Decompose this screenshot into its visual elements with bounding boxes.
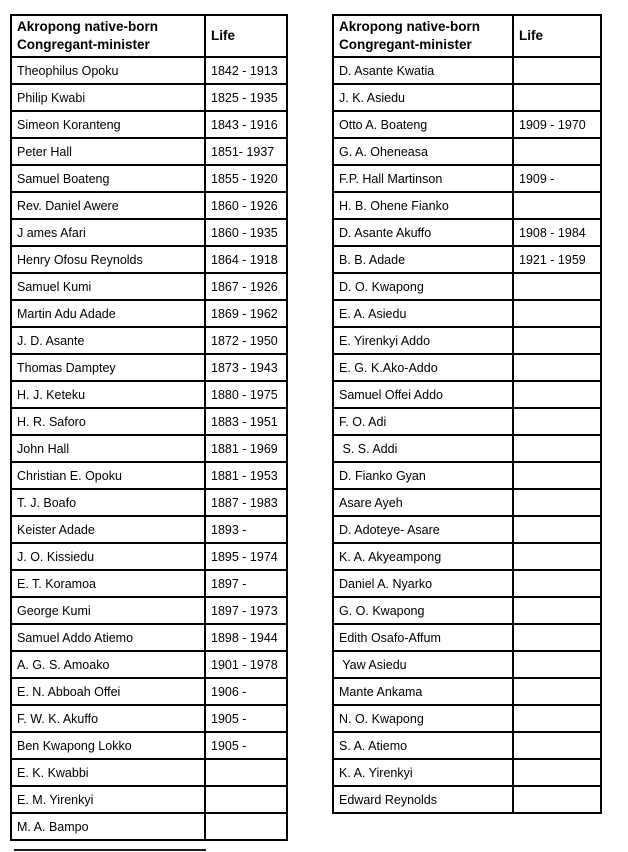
minister-name-cell: B. B. Adade <box>333 246 513 273</box>
life-dates-cell <box>513 786 601 813</box>
life-dates-cell <box>513 597 601 624</box>
table-row <box>11 570 287 597</box>
life-dates-cell <box>513 435 601 462</box>
minister-name-cell: H. B. Ohene Fianko <box>333 192 513 219</box>
life-dates-cell <box>513 381 601 408</box>
table-row <box>333 165 601 192</box>
minister-name-cell: Theophilus Opoku <box>11 57 205 84</box>
minister-name-cell: Martin Adu Adade <box>11 300 205 327</box>
minister-name-cell: Keister Adade <box>11 516 205 543</box>
table-row <box>11 813 287 840</box>
life-dates-cell: 1905 - <box>205 732 287 759</box>
table-row <box>333 408 601 435</box>
life-dates-cell: 1909 - 1970 <box>513 111 601 138</box>
life-dates-cell: 1864 - 1918 <box>205 246 287 273</box>
table-row <box>11 489 287 516</box>
header-row <box>11 15 287 57</box>
table-row <box>11 84 287 111</box>
table-row <box>333 219 601 246</box>
minister-name-cell: D. Adoteye- Asare <box>333 516 513 543</box>
minister-name-cell: N. O. Kwapong <box>333 705 513 732</box>
table-row <box>333 570 601 597</box>
table-row <box>333 354 601 381</box>
minister-name-cell: Edith Osafo-Affum <box>333 624 513 651</box>
table-row <box>11 543 287 570</box>
life-dates-cell: 1921 - 1959 <box>513 246 601 273</box>
life-dates-cell <box>513 624 601 651</box>
cutoff-row-border-artifact <box>14 849 206 851</box>
life-dates-cell <box>513 300 601 327</box>
table-row <box>333 651 601 678</box>
minister-name-cell: Christian E. Opoku <box>11 462 205 489</box>
life-dates-cell <box>513 705 601 732</box>
minister-name-cell: D. Asante Akuffo <box>333 219 513 246</box>
minister-name-cell: E. Yirenkyi Addo <box>333 327 513 354</box>
ministers-table-left <box>10 14 288 841</box>
life-dates-cell <box>513 759 601 786</box>
minister-name-cell: Edward Reynolds <box>333 786 513 813</box>
table-row <box>11 732 287 759</box>
life-dates-cell: 1883 - 1951 <box>205 408 287 435</box>
life-dates-cell <box>513 678 601 705</box>
minister-name-cell: Henry Ofosu Reynolds <box>11 246 205 273</box>
life-dates-cell: 1908 - 1984 <box>513 219 601 246</box>
table-row <box>333 732 601 759</box>
minister-name-cell: F. O. Adi <box>333 408 513 435</box>
header-line-1: Akropong native-born <box>17 19 158 34</box>
minister-name-cell: Samuel Boateng <box>11 165 205 192</box>
table-row <box>333 84 601 111</box>
table-row <box>333 435 601 462</box>
life-dates-cell: 1897 - <box>205 570 287 597</box>
minister-name-cell: Samuel Kumi <box>11 273 205 300</box>
table-row <box>11 408 287 435</box>
table-row <box>333 705 601 732</box>
column-header-life: Life <box>513 15 601 57</box>
table-row <box>11 759 287 786</box>
minister-name-cell: S. A. Atiemo <box>333 732 513 759</box>
table-row <box>11 300 287 327</box>
life-dates-cell <box>205 786 287 813</box>
minister-name-cell: E. G. K.Ako-Addo <box>333 354 513 381</box>
table-row <box>11 111 287 138</box>
life-dates-cell <box>205 813 287 840</box>
column-header-minister <box>11 15 205 57</box>
life-dates-cell: 1893 - <box>205 516 287 543</box>
table-row <box>333 786 601 813</box>
life-dates-cell <box>513 273 601 300</box>
minister-name-cell: F. W. K. Akuffo <box>11 705 205 732</box>
header-line-1: Akropong native-born <box>339 19 480 34</box>
life-dates-cell <box>513 651 601 678</box>
life-dates-cell <box>513 543 601 570</box>
minister-name-cell: Samuel Addo Atiemo <box>11 624 205 651</box>
minister-name-cell: Yaw Asiedu <box>333 651 513 678</box>
table-row <box>333 489 601 516</box>
life-dates-cell: 1843 - 1916 <box>205 111 287 138</box>
table-row <box>333 462 601 489</box>
minister-name-cell: T. J. Boafo <box>11 489 205 516</box>
life-dates-cell: 1897 - 1973 <box>205 597 287 624</box>
life-dates-cell: 1867 - 1926 <box>205 273 287 300</box>
table-row <box>333 300 601 327</box>
table-row <box>333 759 601 786</box>
table-row <box>11 327 287 354</box>
minister-name-cell: Mante Ankama <box>333 678 513 705</box>
table-row <box>333 138 601 165</box>
table-row <box>333 273 601 300</box>
life-dates-cell <box>513 570 601 597</box>
table-row <box>11 138 287 165</box>
table-row <box>333 57 601 84</box>
minister-name-cell: E. T. Koramoa <box>11 570 205 597</box>
table-row <box>11 381 287 408</box>
life-dates-cell <box>205 759 287 786</box>
minister-name-cell: Daniel A. Nyarko <box>333 570 513 597</box>
life-dates-cell: 1872 - 1950 <box>205 327 287 354</box>
life-dates-cell <box>513 327 601 354</box>
table-row <box>11 165 287 192</box>
minister-name-cell: E. A. Asiedu <box>333 300 513 327</box>
life-dates-cell: 1860 - 1926 <box>205 192 287 219</box>
minister-name-cell: M. A. Bampo <box>11 813 205 840</box>
life-dates-cell: 1905 - <box>205 705 287 732</box>
life-dates-cell <box>513 192 601 219</box>
minister-name-cell: E. M. Yirenkyi <box>11 786 205 813</box>
table-row <box>333 381 601 408</box>
header-row <box>333 15 601 57</box>
life-dates-cell: 1906 - <box>205 678 287 705</box>
life-dates-cell: 1901 - 1978 <box>205 651 287 678</box>
table-row <box>333 246 601 273</box>
life-dates-cell: 1851- 1937 <box>205 138 287 165</box>
minister-name-cell: Samuel Offei Addo <box>333 381 513 408</box>
table-row <box>333 327 601 354</box>
life-dates-cell: 1825 - 1935 <box>205 84 287 111</box>
minister-name-cell: Rev. Daniel Awere <box>11 192 205 219</box>
minister-name-cell: Otto A. Boateng <box>333 111 513 138</box>
life-dates-cell: 1909 - <box>513 165 601 192</box>
table-row <box>11 516 287 543</box>
minister-name-cell: D. Fianko Gyan <box>333 462 513 489</box>
life-dates-cell: 1869 - 1962 <box>205 300 287 327</box>
life-dates-cell: 1881 - 1953 <box>205 462 287 489</box>
life-dates-cell: 1895 - 1974 <box>205 543 287 570</box>
life-dates-cell <box>513 138 601 165</box>
minister-name-cell: J ames Afari <box>11 219 205 246</box>
table-row <box>333 597 601 624</box>
life-dates-cell: 1898 - 1944 <box>205 624 287 651</box>
table-row <box>11 651 287 678</box>
minister-name-cell: K. A. Yirenkyi <box>333 759 513 786</box>
life-dates-cell: 1842 - 1913 <box>205 57 287 84</box>
life-dates-cell <box>513 57 601 84</box>
table-row <box>11 624 287 651</box>
column-header-minister <box>333 15 513 57</box>
minister-name-cell: H. R. Saforo <box>11 408 205 435</box>
table-row <box>11 354 287 381</box>
life-dates-cell: 1880 - 1975 <box>205 381 287 408</box>
minister-name-cell: Ben Kwapong Lokko <box>11 732 205 759</box>
minister-name-cell: H. J. Keteku <box>11 381 205 408</box>
minister-name-cell: George Kumi <box>11 597 205 624</box>
minister-name-cell: G. O. Kwapong <box>333 597 513 624</box>
table-row <box>11 246 287 273</box>
table-row <box>333 543 601 570</box>
life-dates-cell <box>513 354 601 381</box>
table-row <box>11 219 287 246</box>
life-dates-cell <box>513 516 601 543</box>
minister-name-cell: Asare Ayeh <box>333 489 513 516</box>
minister-name-cell: G. A. Oheneasa <box>333 138 513 165</box>
minister-name-cell: D. O. Kwapong <box>333 273 513 300</box>
minister-name-cell: S. S. Addi <box>333 435 513 462</box>
life-dates-cell: 1887 - 1983 <box>205 489 287 516</box>
table-row <box>11 273 287 300</box>
table-row <box>11 462 287 489</box>
life-dates-cell <box>513 408 601 435</box>
header-line-2: Congregant-minister <box>17 37 150 52</box>
table-row <box>11 192 287 219</box>
ministers-table-right <box>332 14 602 814</box>
minister-name-cell: E. N. Abboah Offei <box>11 678 205 705</box>
table-row <box>333 111 601 138</box>
minister-name-cell: D. Asante Kwatia <box>333 57 513 84</box>
table-row <box>333 624 601 651</box>
table-row <box>11 57 287 84</box>
minister-name-cell: Simeon Koranteng <box>11 111 205 138</box>
life-dates-cell: 1860 - 1935 <box>205 219 287 246</box>
minister-name-cell: J. O. Kissiedu <box>11 543 205 570</box>
minister-name-cell: Thomas Damptey <box>11 354 205 381</box>
table-row <box>333 516 601 543</box>
life-dates-cell: 1873 - 1943 <box>205 354 287 381</box>
column-header-life: Life <box>205 15 287 57</box>
table-row <box>11 597 287 624</box>
minister-name-cell: J. D. Asante <box>11 327 205 354</box>
minister-name-cell: Philip Kwabi <box>11 84 205 111</box>
minister-name-cell: J. K. Asiedu <box>333 84 513 111</box>
minister-name-cell: E. K. Kwabbi <box>11 759 205 786</box>
minister-name-cell: Peter Hall <box>11 138 205 165</box>
table-row <box>11 786 287 813</box>
header-line-2: Congregant-minister <box>339 37 472 52</box>
minister-name-cell: A. G. S. Amoako <box>11 651 205 678</box>
life-dates-cell <box>513 489 601 516</box>
life-dates-cell: 1855 - 1920 <box>205 165 287 192</box>
life-dates-cell <box>513 462 601 489</box>
table-row <box>333 678 601 705</box>
life-dates-cell: 1881 - 1969 <box>205 435 287 462</box>
table-row <box>11 435 287 462</box>
table-row <box>333 192 601 219</box>
table-row <box>11 678 287 705</box>
table-row <box>11 705 287 732</box>
minister-name-cell: John Hall <box>11 435 205 462</box>
life-dates-cell <box>513 732 601 759</box>
minister-name-cell: K. A. Akyeampong <box>333 543 513 570</box>
minister-name-cell: F.P. Hall Martinson <box>333 165 513 192</box>
life-dates-cell <box>513 84 601 111</box>
